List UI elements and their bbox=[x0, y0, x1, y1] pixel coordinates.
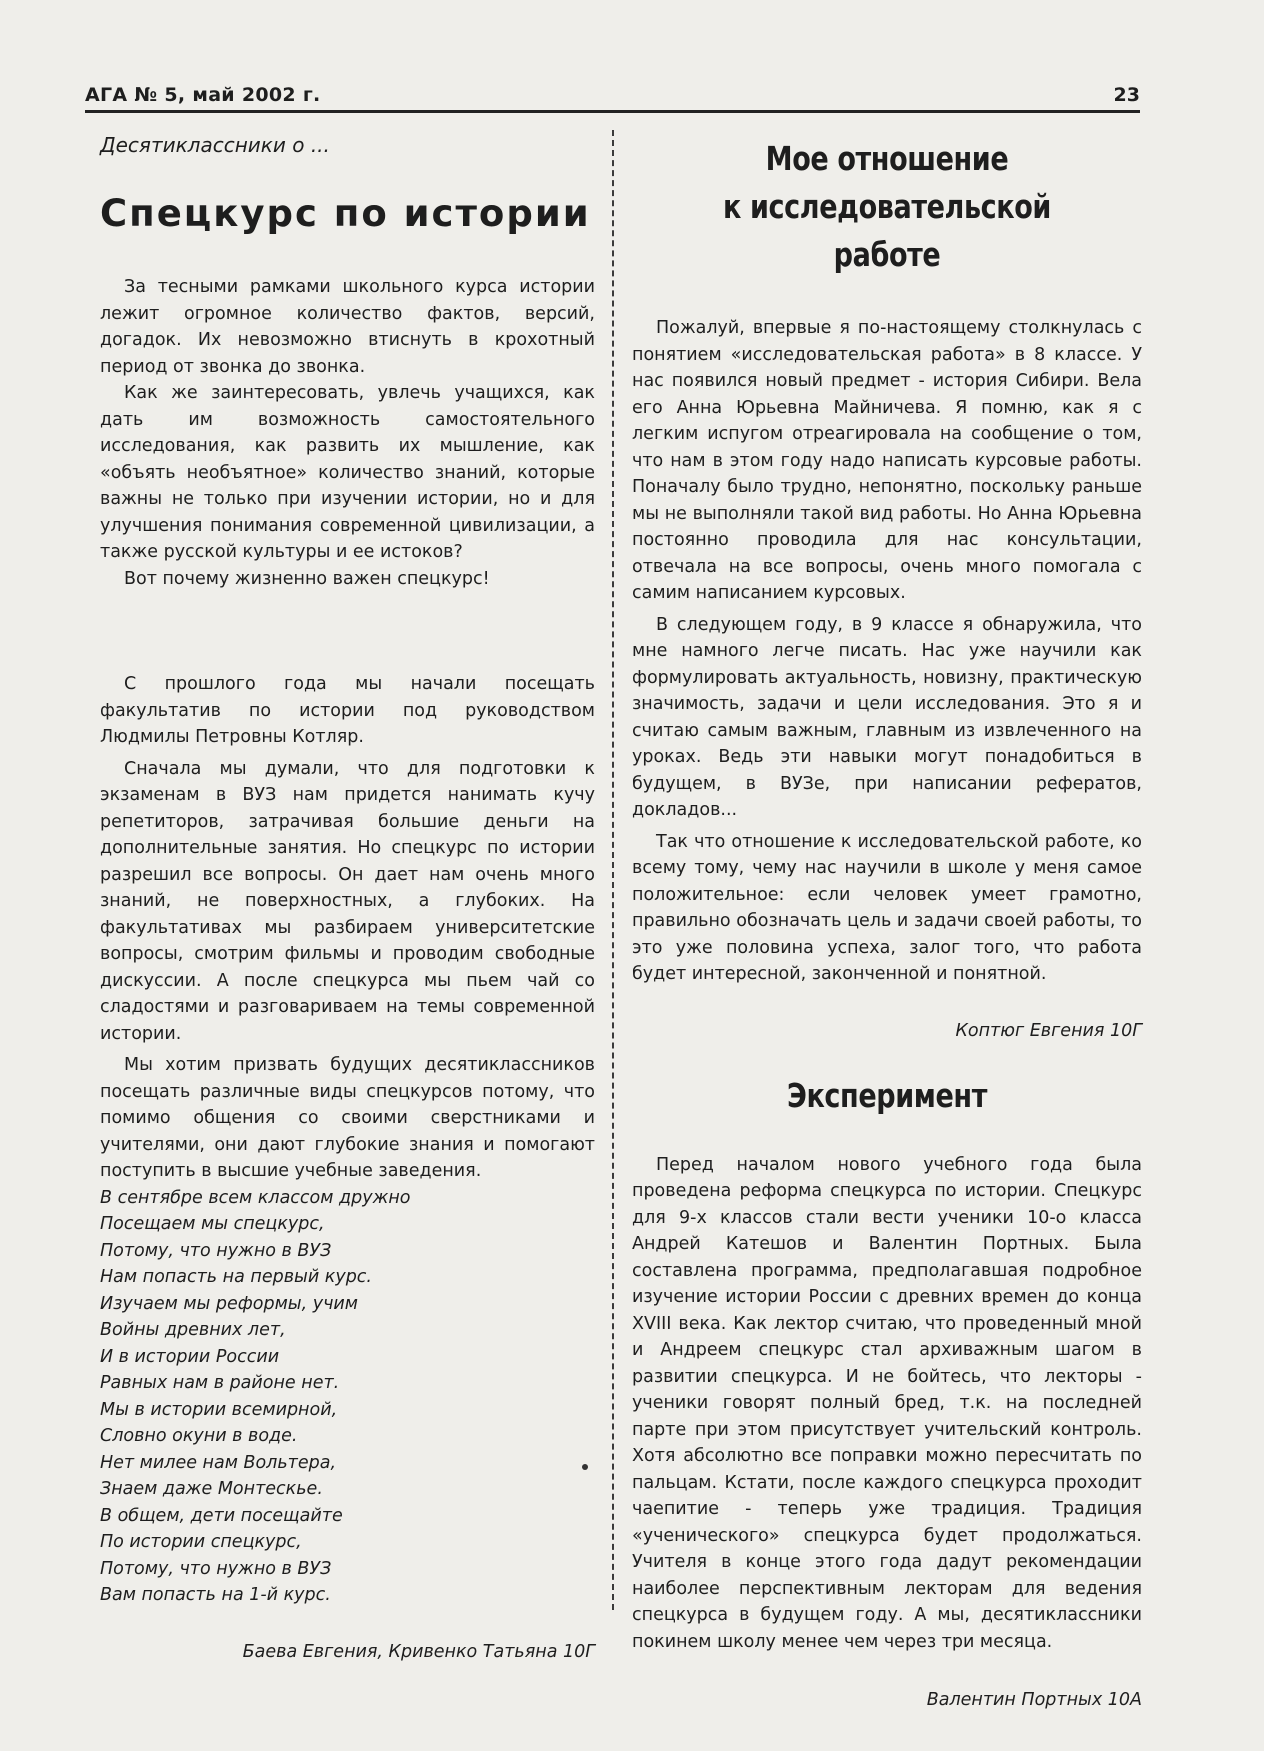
paragraph: Сначала мы думали, что для подготовки к экзаменам в ВУЗ нам придется нанимать кучу репетиторов, затрачивая большие деньги на дополнительные занятия. Но спецкурс по истории разрешил все вопросы. Он дает нам очень много знаний, не поверхностных, а глубоких. На факультативах мы разбираем университетские вопросы, смотрим фильмы и проводим свободные дискуссии. А после спецкурса мы пьем чай со сладостями и разговариваем на темы современной истории. bbox=[100, 758, 595, 1044]
paragraph: Вот почему жизненно важен спецкурс! bbox=[124, 568, 490, 589]
article-signature: Коптюг Евгения 10Г bbox=[955, 1020, 1142, 1041]
article-signature: Баева Евгения, Кривенко Татьяна 10Г bbox=[242, 1641, 595, 1662]
poem-line: В общем, дети посещайте bbox=[100, 1505, 343, 1526]
poem bbox=[100, 1185, 595, 1609]
page-number: 23 bbox=[1113, 84, 1140, 106]
poem-line: Изучаем мы реформы, учим bbox=[100, 1293, 358, 1314]
poem-line: В сентябре всем классом дружно bbox=[100, 1187, 411, 1208]
article-title: Спецкурс по истории bbox=[100, 192, 591, 235]
article-title-line-1: Мое отношение bbox=[765, 139, 1009, 178]
paragraph: Так что отношение к исследовательской работе, ко всему тому, чему нас научили в школе у меня самое положительное: если человек умеет грамотно, правильно обозначать цель и задачи своей работы, то это уже половина успеха, залог того, что работа будет интересной, законченной и понятной. bbox=[632, 831, 1142, 984]
poem-line: Потому, что нужно в ВУЗ bbox=[100, 1240, 332, 1261]
poem-line: Равных нам в районе нет. bbox=[100, 1373, 340, 1393]
paragraph: Мы хотим призвать будущих десятиклассников посещать различные виды спецкурсов потому, что помимо общения со своими сверстниками и учителями, они дают глубокие знания и помогают поступить в высшие учебные заведения. bbox=[100, 1055, 595, 1181]
poem-line: Знаем даже Монтескье. bbox=[100, 1479, 323, 1499]
poem-line: Вам попасть на 1-й курс. bbox=[100, 1585, 331, 1605]
right-column bbox=[632, 130, 1142, 1713]
poem-line: Нет милее нам Вольтера, bbox=[100, 1452, 337, 1473]
paragraph: Перед началом нового учебного года была проведена реформа спецкурса по истории. Спецкурс для 9-х классов стали вести ученики 10-о класса Андрей Катешов и Валентин Портных. Была составлена программа, предполагавшая подробное изучение истории России с древних времен до конца XVIII века. Как лектор считаю, что проведенный мной и Андреем спецкурс стал архиважным шагом в развитии спецкурса. И не бойтесь, что лекторы - ученики говорят полный бред, т.к. на последней парте при этом присутствует учительский контроль. Хотя абсолютно все поправки можно пересчитать по пальцам. Кстати, после каждого спецкурса проходит чаепитие - теперь уже традиция. Традиция «ученического» спецкурса будет продолжаться. Учителя в конце этого года дадут рекомендации наиболее перспективным лекторам для ведения спецкурса в будущем году. А мы, десятиклассники покинем школу менее чем через три месяца. bbox=[632, 1154, 1142, 1652]
article-signature: Валентин Портных 10А bbox=[926, 1690, 1142, 1710]
poem-line: Войны древних лет, bbox=[100, 1320, 286, 1340]
article-title-line-2: к исследовательской работе bbox=[723, 187, 1051, 274]
research-article bbox=[632, 135, 1142, 1044]
poem-line: Словно окуни в воде. bbox=[100, 1426, 298, 1446]
paragraph: С прошлого года мы начали посещать факультатив по истории под руководством Людмилы Петровны Котляр. bbox=[100, 674, 595, 747]
paragraph: Как же заинтересовать, увлечь учащихся, как дать им возможность самостоятельного исследования, как развить их мышление, как «объять необъятное» количество знаний, которые важны не только при изучении истории, но и для улучшения понимания современной цивилизации, а также русской культуры и ее истоков? bbox=[100, 383, 595, 562]
article-body bbox=[632, 315, 1142, 988]
poem-line: По истории спецкурс, bbox=[100, 1532, 302, 1552]
column-divider bbox=[612, 130, 614, 1610]
article-title: Эксперимент bbox=[786, 1075, 987, 1115]
poem-line: Потому, что нужно в ВУЗ bbox=[100, 1558, 332, 1579]
issue-info: АГА № 5, май 2002 г. bbox=[85, 84, 321, 106]
paragraph: Пожалуй, впервые я по-настоящему столкнулась с понятием «исследовательская работа» в 8 классе. У нас появился новый предмет - история Сибири. Вела его Анна Юрьевна Майничева. Я помню, как я с легким испугом отреагировала на сообщение о том, что нам в этом году надо написать курсовые работы. Поначалу было трудно, непонятно, поскольку раньше мы не выполняли такой вид работы. Но Анна Юрьевна постоянно проводила для нас консультации, отвечала на все вопросы, очень много помогала с самим написанием курсовых. bbox=[632, 318, 1142, 603]
article-kicker: Десятиклассники о ... bbox=[100, 133, 330, 157]
page-header bbox=[85, 84, 1140, 113]
article-body bbox=[100, 671, 595, 1185]
paragraph: В следующем году, в 9 классе я обнаружила, что мне намного легче писать. Нас уже научили как формулировать актуальность, новизну, практическую значимость, задачи и цели исследования. Это я и считаю самым важным, главным из извлеченного на уроках. Ведь эти навыки могут понадобиться в будущем, в ВУЗе, при написании рефератов, докладов... bbox=[632, 614, 1142, 820]
article-body bbox=[632, 1152, 1142, 1656]
article-intro bbox=[100, 274, 595, 592]
poem-line: Посещаем мы спецкурс, bbox=[100, 1214, 325, 1234]
paragraph: За тесными рамками школьного курса истории лежит огромное количество фактов, версий, догадок. Их невозможно втиснуть в крохотный период от звонка до звонка. bbox=[100, 277, 595, 377]
bullet-mark bbox=[582, 1464, 588, 1470]
poem-line: Мы в истории всемирной, bbox=[100, 1399, 338, 1420]
left-article bbox=[100, 130, 595, 1665]
experiment-article bbox=[632, 1072, 1142, 1714]
poem-line: И в истории России bbox=[100, 1346, 280, 1367]
poem-line: Нам попасть на первый курс. bbox=[100, 1267, 372, 1287]
